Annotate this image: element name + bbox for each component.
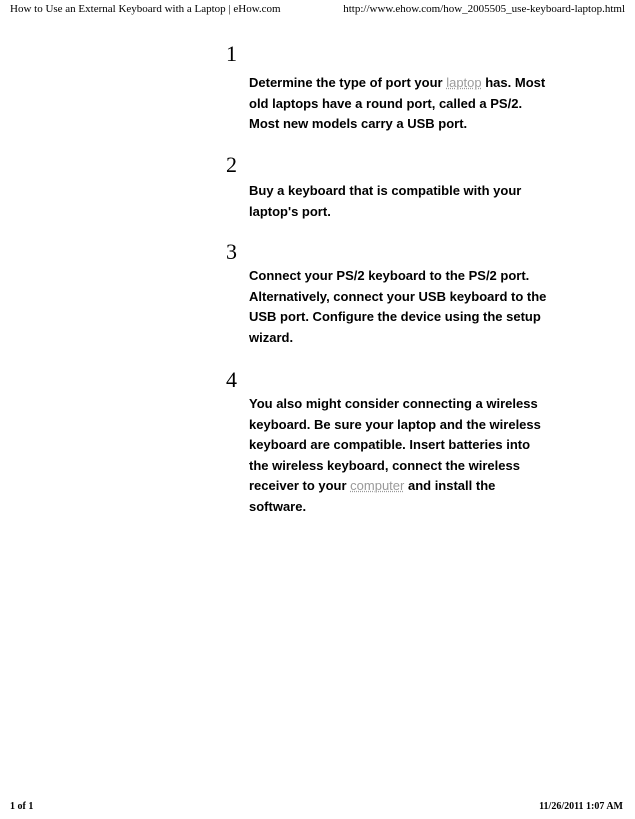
page-title: How to Use an External Keyboard with a Laptop | eHow.com (10, 3, 281, 15)
step-number: 2 (226, 152, 237, 177)
step-text-end: has. Most old laptops have a round port, called a PS/2. Most new models carry a USB port. (249, 75, 546, 131)
step-text: Buy a keyboard that is compatible with your laptop's port. (249, 183, 522, 219)
page-url: http://www.ehow.com/how_2005505_use-keyboard-laptop.html (343, 3, 625, 15)
step-number: 4 (226, 367, 237, 392)
step-number: 3 (226, 239, 237, 264)
print-footer (10, 801, 623, 813)
page-count: 1 of 1 (10, 801, 34, 812)
print-timestamp: 11/26/2011 1:07 AM (539, 801, 623, 812)
print-header (10, 3, 625, 16)
laptop-link[interactable]: laptop (446, 75, 482, 90)
step-text-start: Determine the type of port your (249, 75, 447, 90)
step-text-end: and install the software. (249, 478, 496, 514)
step-text (249, 394, 549, 517)
step-text-start: You also might consider connecting a wireless keyboard. Be sure your laptop and the wireless keyboard are compatible. Insert batteries into the wireless keyboard, connect the wireless receiver to your (249, 396, 541, 493)
step-text (249, 73, 549, 135)
computer-link[interactable]: computer (350, 478, 405, 493)
step-number: 1 (226, 41, 237, 66)
step-text: Connect your PS/2 keyboard to the PS/2 port. Alternatively, connect your USB keyboard to the USB port. Configure the device using the setup wizard. (249, 268, 547, 345)
